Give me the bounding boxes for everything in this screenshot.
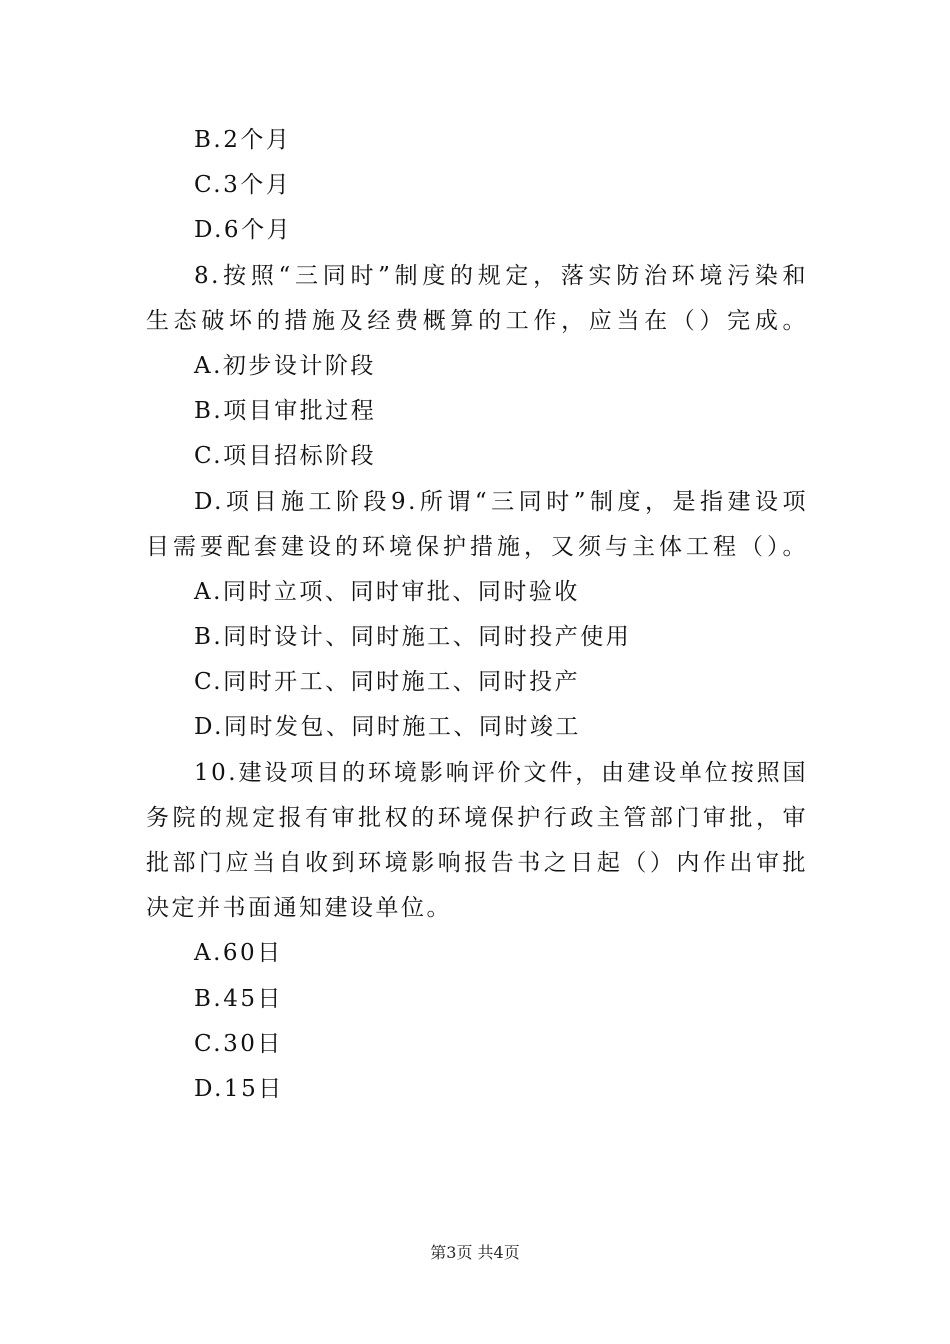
option-b-q10: B.45日 [194,985,283,1012]
option-b-q9: B.同时设计、同时施工、同时投产使用 [194,624,632,651]
option-d-q8-question-9-line-1: D.项目施工阶段9.所谓“三同时”制度，是指建设项 [194,488,808,515]
option-b-q7: B.2个月 [194,127,292,153]
option-c-q8: C.项目招标阶段 [194,443,377,470]
question-10-line-4: 决定并书面通知建设单位。 [146,895,452,922]
page-number-footer: 第3页 共4页 [430,1243,520,1262]
option-d-q7: D.6个月 [194,217,293,244]
question-10-line-3: 批部门应当自收到环境影响报告书之日起（）内作出审批 [146,850,808,876]
question-8-line-2: 生态破坏的措施及经费概算的工作，应当在（）完成。 [146,307,808,334]
question-10-line-2: 务院的规定报有审批权的环境保护行政主管部门审批，审 [146,804,808,831]
option-c-q7: C.3个月 [194,172,292,199]
option-a-q8: A.初步设计阶段 [194,352,376,379]
option-b-q8: B.项目审批过程 [194,398,377,425]
option-d-q9: D.同时发包、同时施工、同时竣工 [194,714,581,741]
option-d-q10: D.15日 [194,1075,284,1102]
option-c-q10: C.30日 [194,1030,283,1057]
option-c-q9: C.同时开工、同时施工、同时投产 [194,669,581,696]
question-8-line-1: 8.按照“三同时”制度的规定，落实防治环境污染和 [194,262,808,289]
question-9-line-2: 目需要配套建设的环境保护措施，又须与主体工程（）。 [146,533,808,560]
question-10-line-1: 10.建设项目的环境影响评价文件，由建设单位按照国 [194,759,808,786]
option-a-q10: A.60日 [194,940,283,967]
document-body [146,118,808,1112]
option-a-q9: A.同时立项、同时审批、同时验收 [194,578,580,605]
